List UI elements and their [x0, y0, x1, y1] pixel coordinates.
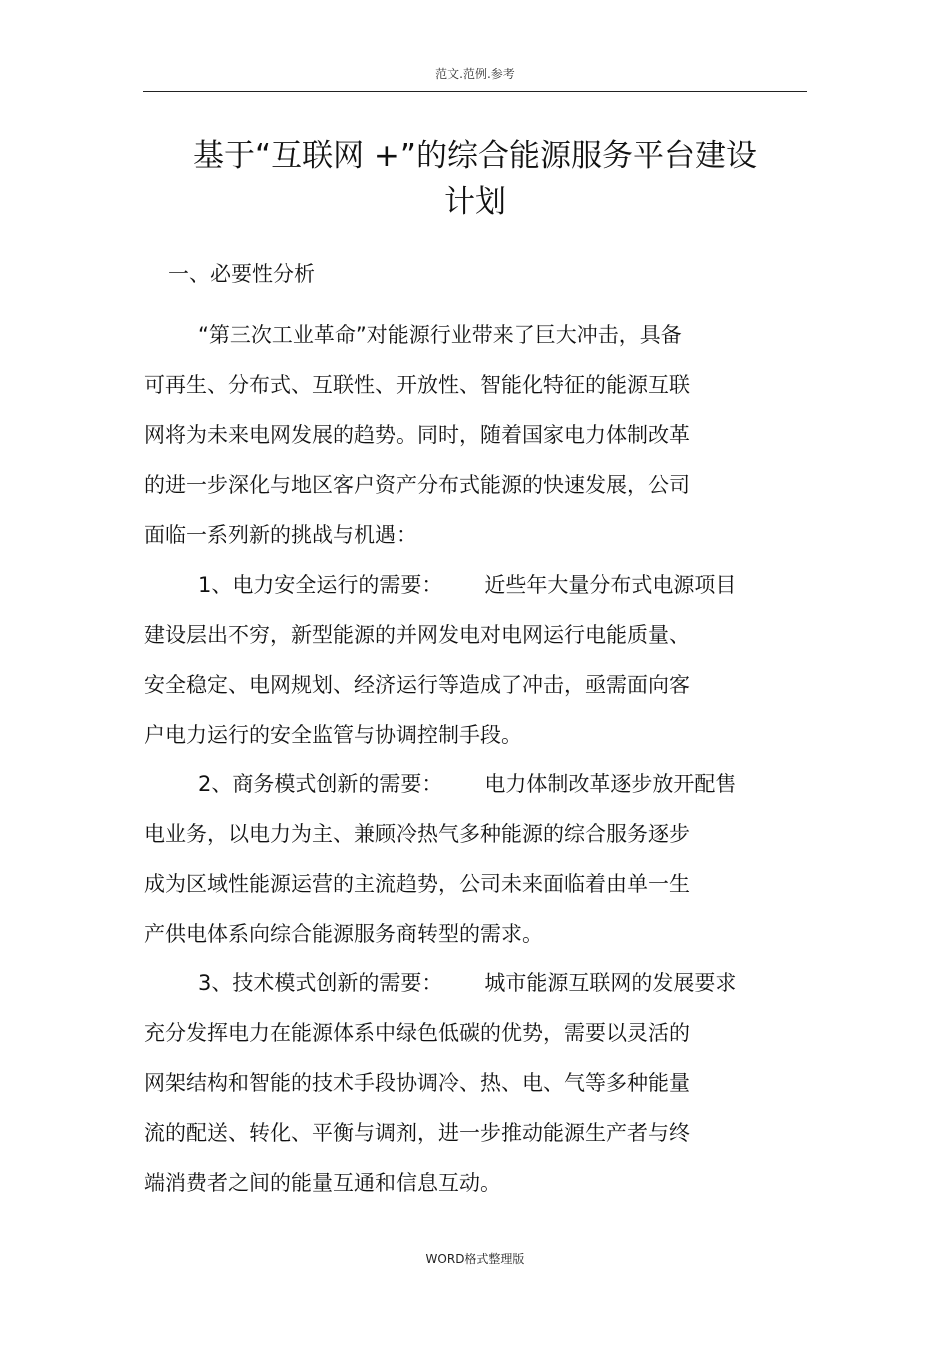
intro-line: “第三次工业革命”对能源行业带来了巨大冲击，具备 — [198, 323, 682, 347]
item-2-paragraph — [144, 759, 770, 959]
item-3-line: 端消费者之间的能量互通和信息互动。 — [144, 1171, 501, 1195]
section-heading: 一、必要性分析 — [168, 262, 315, 286]
item-2-label: 2、商务模式创新的需要： — [198, 772, 443, 796]
intro-line: 面临一系列新的挑战与机遇： — [144, 523, 417, 547]
document-title — [0, 133, 950, 225]
item-3-first-line — [144, 958, 770, 1008]
page-footer: WORD格式整理版 — [425, 1252, 525, 1266]
item-3-line: 充分发挥电力在能源体系中绿色低碳的优势，需要以灵活的 — [144, 1021, 690, 1045]
item-1-lead-text: 近些年大量分布式电源项目 — [484, 573, 737, 597]
intro-line: 网将为未来电网发展的趋势。同时，随着国家电力体制改革 — [144, 423, 690, 447]
item-3-line: 网架结构和智能的技术手段协调冷、热、电、气等多种能量 — [144, 1071, 690, 1095]
title-line-1: 基于“互联网 +”的综合能源服务平台建设 — [193, 138, 757, 174]
item-2-first-line — [144, 759, 770, 809]
item-1-first-line — [144, 560, 770, 610]
intro-line: 的进一步深化与地区客户资产分布式能源的快速发展，公司 — [144, 473, 690, 497]
item-2-line: 产供电体系向综合能源服务商转型的需求。 — [144, 922, 543, 946]
item-2-lead-text: 电力体制改革逐步放开配售 — [484, 772, 737, 796]
item-1-line: 安全稳定、电网规划、经济运行等造成了冲击，亟需面向客 — [144, 673, 690, 697]
item-1-line: 建设层出不穷，新型能源的并网发电对电网运行电能质量、 — [144, 623, 690, 647]
item-2-line: 成为区域性能源运营的主流趋势，公司未来面临着由单一生 — [144, 872, 690, 896]
item-3-paragraph — [144, 958, 770, 1208]
item-1-line: 户电力运行的安全监管与协调控制手段。 — [144, 723, 522, 747]
header-divider — [143, 91, 807, 92]
item-3-lead-text: 城市能源互联网的发展要求 — [484, 971, 737, 995]
item-1-label: 1、电力安全运行的需要： — [198, 573, 443, 597]
page-header: 范文.范例.参考 — [435, 67, 515, 81]
intro-line: 可再生、分布式、互联性、开放性、智能化特征的能源互联 — [144, 373, 690, 397]
intro-paragraph — [144, 310, 770, 560]
item-3-label: 3、技术模式创新的需要： — [198, 971, 443, 995]
item-2-line: 电业务，以电力为主、兼顾冷热气多种能源的综合服务逐步 — [144, 822, 690, 846]
item-1-paragraph — [144, 560, 770, 760]
item-3-line: 流的配送、转化、平衡与调剂，进一步推动能源生产者与终 — [144, 1121, 690, 1145]
title-line-2: 计划 — [444, 184, 506, 220]
